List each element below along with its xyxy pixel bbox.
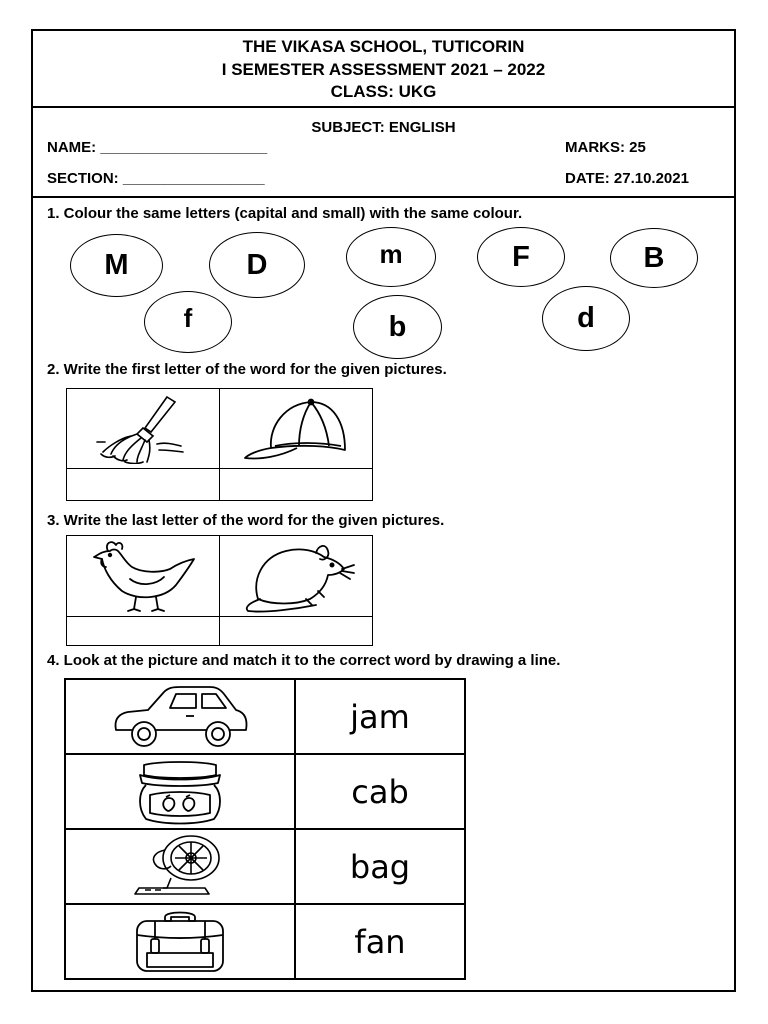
- section-field: SECTION: _________________: [47, 170, 265, 187]
- rat-icon: [236, 539, 356, 613]
- answer-box[interactable]: [67, 469, 220, 501]
- picture-cell: [67, 389, 220, 469]
- jam-jar-icon: [130, 759, 230, 825]
- picture-cell[interactable]: [65, 904, 295, 979]
- mop-icon: [95, 394, 191, 464]
- letter-oval: F: [477, 227, 565, 287]
- picture-cell: [220, 389, 373, 469]
- subject-label: SUBJECT: ENGLISH: [311, 119, 456, 136]
- question-1: 1. Colour the same letters (capital and small) with the same colour.: [47, 205, 523, 222]
- answer-box[interactable]: [67, 617, 220, 646]
- match-word[interactable]: bag: [295, 829, 465, 904]
- match-word[interactable]: fan: [295, 904, 465, 979]
- car-icon: [110, 684, 250, 750]
- answer-box[interactable]: [220, 469, 373, 501]
- fan-icon: [125, 834, 235, 900]
- picture-cell: [220, 536, 373, 617]
- match-word[interactable]: jam: [295, 679, 465, 754]
- letter-oval: f: [144, 291, 232, 353]
- first-letter-table: [66, 388, 373, 501]
- last-letter-table: [66, 535, 373, 646]
- picture-cell[interactable]: [65, 829, 295, 904]
- hen-icon: [88, 539, 198, 613]
- class-label: CLASS: UKG: [330, 82, 437, 101]
- letter-oval: M: [70, 234, 163, 297]
- bag-icon: [125, 909, 235, 975]
- header-divider: [33, 106, 734, 108]
- letter-oval: D: [209, 232, 305, 298]
- picture-cell[interactable]: [65, 679, 295, 754]
- match-row: [65, 754, 465, 829]
- picture-cell[interactable]: [65, 754, 295, 829]
- question-3: 3. Write the last letter of the word for the given pictures.: [47, 512, 445, 529]
- date-label: DATE: 27.10.2021: [565, 170, 689, 187]
- name-field: NAME: ____________________: [47, 139, 268, 156]
- match-table: [64, 678, 466, 980]
- match-row: [65, 829, 465, 904]
- answer-box[interactable]: [220, 617, 373, 646]
- exam-title: I SEMESTER ASSESSMENT 2021 – 2022: [221, 60, 546, 79]
- info-divider: [33, 196, 734, 198]
- match-word[interactable]: cab: [295, 754, 465, 829]
- picture-cell: [67, 536, 220, 617]
- letter-oval: m: [346, 227, 436, 287]
- marks-label: MARKS: 25: [565, 139, 646, 156]
- question-4: 4. Look at the picture and match it to the correct word by drawing a line.: [47, 652, 561, 669]
- match-row: [65, 904, 465, 979]
- cap-icon: [241, 396, 351, 462]
- letter-oval: B: [610, 228, 698, 288]
- match-row: [65, 679, 465, 754]
- letter-oval: d: [542, 286, 630, 351]
- letter-oval: b: [353, 295, 442, 359]
- question-2: 2. Write the first letter of the word for the given pictures.: [47, 361, 447, 378]
- worksheet-frame: [31, 29, 736, 992]
- school-name: THE VIKASA SCHOOL, TUTICORIN: [242, 37, 525, 56]
